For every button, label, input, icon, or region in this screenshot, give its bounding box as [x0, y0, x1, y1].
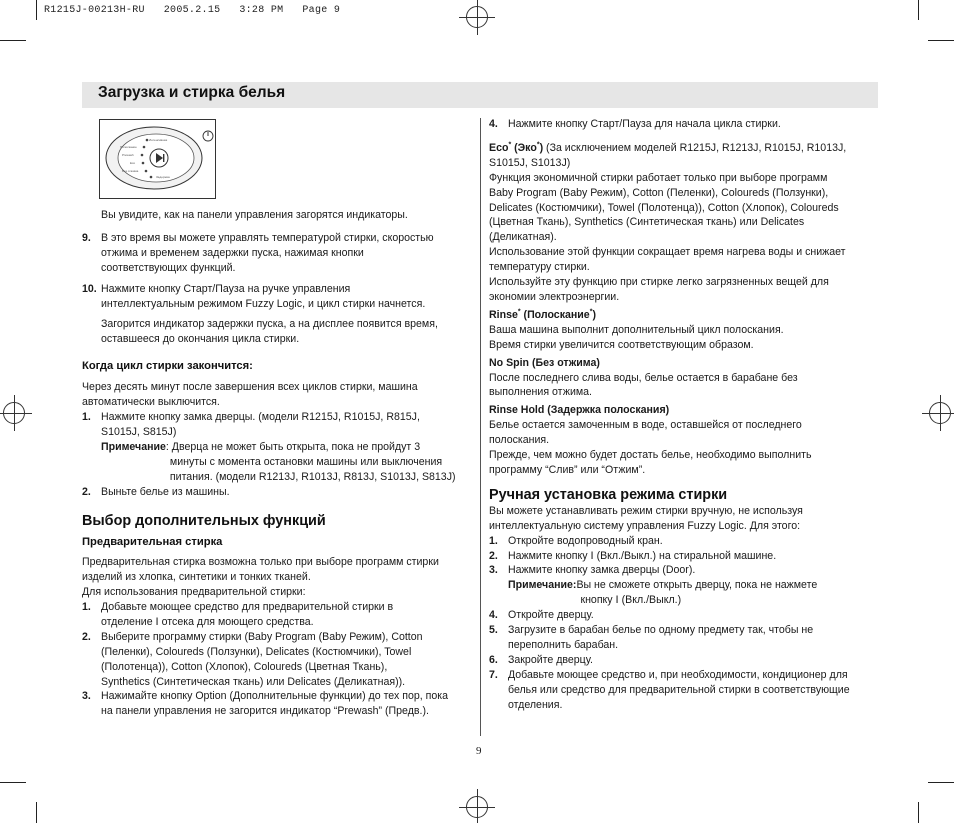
rinse-label: Rinse [489, 308, 518, 321]
step-text: Выньте белье из машины. [101, 485, 230, 498]
panel-label-5: Задержка [156, 175, 170, 179]
eco-label-close: ) [539, 141, 547, 154]
line: переполнить барабан. [508, 639, 619, 651]
panel-label-1: Полоскание [120, 145, 137, 149]
line: Используйте эту функцию при стирке легко загрязненных вещей для [489, 276, 829, 289]
prewash-step-3 [82, 689, 472, 719]
line: температуру стирки. [489, 261, 590, 274]
eco-label: Eco [489, 141, 509, 154]
eco-sup-2: * [536, 141, 540, 149]
rinsehold-title: Rinse Hold (Задержка полоскания) [489, 404, 670, 417]
step-number: 9. [82, 231, 91, 244]
prewash-text [82, 555, 472, 600]
cycle-end-text [82, 380, 472, 410]
manual-step-4 [489, 608, 879, 623]
eco-models: (За исключением моделей R1215J, R1213J, R1015J, R1013J, [546, 141, 847, 154]
prewash-step-1 [82, 600, 472, 630]
eco-models-2: S1015J, S1013J) [489, 156, 571, 169]
line: Функция экономичной стирки работает только при выборе программ [489, 171, 828, 184]
cycle-end-heading: Когда цикл стирки закончится: [82, 360, 253, 373]
step-number: 1. [489, 534, 498, 547]
step-text [101, 630, 472, 690]
panel-label-3: Eco [130, 161, 136, 165]
line: Для использования предварительной стирки: [82, 586, 306, 599]
step-number: 1. [82, 410, 91, 423]
step-text: Откройте водопроводный кран. [508, 534, 663, 547]
step-text [101, 282, 472, 312]
step-text: Нажмите кнопку Старт/Пауза для начала цикла стирки. [508, 118, 781, 130]
step-text [101, 410, 472, 440]
step-10-extra [82, 317, 472, 347]
line: полоскания. [489, 434, 550, 447]
line: Загорится индикатор задержки пуска, а на дисплее появится время, [101, 318, 438, 331]
line: Белье остается замоченным в воде, оставшейся от последнего [489, 419, 802, 432]
step-number: 2. [82, 630, 91, 643]
line: оставшееся до окончания цикла стирки. [101, 333, 300, 346]
registration-mark-left [3, 402, 25, 424]
line: соответствующих функций. [101, 261, 236, 274]
crop-mark-top-left-h [0, 40, 26, 41]
step-10 [82, 282, 472, 312]
line: Нажимайте кнопку Option (Дополнительные функции) до тех пор, пока [101, 690, 448, 703]
right-column [489, 117, 879, 713]
step-number: 3. [489, 564, 498, 577]
line: выполнения отжима. [489, 386, 592, 399]
panel-label-4: Без отжима [122, 169, 139, 173]
note-label: Примечание [101, 440, 166, 453]
cycle-step-2 [82, 485, 472, 500]
options-heading: Выбор дополнительных функций [82, 513, 326, 530]
cycle-step-1 [82, 410, 472, 440]
note-text [576, 578, 879, 608]
line: Delicates (Костюмчики), Towel (Полотенца)), Cotton (Хлопок), Coloureds [489, 201, 839, 214]
left-column [82, 208, 472, 719]
manual-note [489, 578, 879, 608]
manual-text [489, 504, 879, 534]
step-text [508, 623, 879, 653]
step-text: Откройте дверцу. [508, 609, 594, 622]
rinse-sup-2: * [589, 308, 593, 316]
manual-step-3 [489, 563, 879, 578]
step-number: 6. [489, 653, 498, 666]
crop-mark-top-right [918, 0, 919, 20]
manual-step-5 [489, 623, 879, 653]
rinse-label-close: ) [592, 308, 596, 321]
step-text: Нажмите кнопку замка дверцы (Door). [508, 564, 696, 577]
crop-mark-bottom-right-h [928, 782, 954, 783]
rinse-title [489, 308, 879, 323]
prewash-heading: Предварительная стирка [82, 536, 223, 549]
registration-mark-right [929, 402, 951, 424]
manual-step-6 [489, 653, 879, 668]
line: Через десять минут после завершения всех циклов стирки, машина [82, 381, 418, 394]
line: кнопку Ⅰ (Вкл./Выкл.) [580, 594, 682, 607]
rinsehold-body [489, 418, 879, 478]
line: Нажмите кнопку Старт/Пауза на ручке управления [101, 282, 351, 295]
manual-step-2 [489, 549, 879, 564]
step-number: 5. [489, 624, 498, 637]
column-divider [480, 118, 481, 736]
crop-mark-top-right-h [928, 40, 954, 41]
line: Предварительная стирка возможна только при выборе программ стирки [82, 556, 439, 569]
line: питания. (модели R1213J, R1013J, R813J, S1013J, S813J) [169, 470, 456, 483]
line: (Деликатная). [489, 231, 557, 244]
line: отделение Ⅰ отсека для моющего средства. [101, 615, 314, 628]
prewash-step-2 [82, 630, 472, 690]
line: Время стирки увеличится соответствующим образом. [489, 338, 754, 351]
step-number: 2. [489, 549, 498, 562]
step-number: 3. [82, 690, 91, 703]
line: отделения. [508, 698, 563, 711]
line: Вы можете устанавливать режим стирки вручную, не используя [489, 504, 803, 517]
line: на панели управления не загорится индикатор “Prewash” (Предв.). [101, 705, 429, 718]
control-panel-illustration [99, 119, 216, 199]
manual-step-7 [489, 668, 879, 713]
crop-mark-top-left [36, 0, 37, 20]
crop-mark-bottom-left-h [0, 782, 26, 783]
nospin-title: No Spin (Без отжима) [489, 356, 600, 369]
eco-label-ru: (Эко [511, 141, 537, 154]
line: Ваша машина выполнит дополнительный цикл полоскания. [489, 323, 784, 336]
eco-title [489, 141, 879, 171]
panel-label-0: Интенсивная [149, 138, 168, 142]
step-number: 4. [489, 609, 498, 622]
line: экономии электроэнергии. [489, 290, 620, 303]
crop-mark-bottom-right [918, 802, 919, 823]
line: (Пеленки), Coloureds (Ползунки), Delicates (Костюмчики), Towel [101, 645, 412, 658]
step-number: 7. [489, 668, 498, 681]
crop-mark-bottom-left [36, 802, 37, 823]
note-label: Примечание: [508, 579, 577, 592]
line: Baby Program (Baby Режим), Cotton (Пеленки), Coloureds (Ползунки), [489, 186, 829, 199]
line: минуты с момента остановки машины или выключения [169, 455, 443, 468]
line: Нажмите кнопку замка дверцы. (модели R1215J, R1015J, R815J, [101, 410, 420, 423]
rinse-sup: * [517, 308, 521, 316]
page-title: Загрузка и стирка белья [98, 84, 286, 101]
line: После последнего слива воды, белье остается в барабане без [489, 371, 798, 384]
line: автоматически выключится. [82, 396, 220, 409]
print-slug: R1215J-00213H-RU 2005.2.15 3:28 PM Page 9 [44, 5, 341, 16]
step-4 [489, 117, 879, 132]
line: Загрузите в барабан белье по одному предмету так, чтобы не [508, 624, 814, 637]
step-text [508, 668, 879, 713]
line: изделий из хлопка, синтетики и тонких тканей. [82, 571, 311, 584]
line: интеллектуальным режимом Fuzzy Logic, и цикл стирки начнется. [101, 297, 426, 310]
manual-step-1 [489, 534, 879, 549]
control-panel-drawing [100, 120, 215, 198]
step-text [101, 231, 472, 276]
line: Прежде, чем можно будет достать белье, необходимо выполнить [489, 449, 812, 462]
line: Выберите программу стирки (Baby Program (Baby Режим), Cotton [101, 630, 423, 643]
step-number: 1. [82, 601, 91, 614]
line: программу “Слив” или “Отжим”. [489, 463, 646, 476]
step-number: 2. [82, 485, 91, 498]
line: отжима и временем задержки пуска, нажимая кнопки [101, 246, 364, 259]
step-number: 10. [82, 282, 97, 295]
line: интеллектуальную систему управления Fuzzy Logic. Для этого: [489, 519, 801, 532]
eco-body [489, 171, 879, 305]
line: Добавьте моющее средство и, при необходимости, кондиционер для [508, 668, 848, 681]
line: S1015J, S815J) [101, 425, 177, 438]
line: : Дверца не может быть открыта, пока не пройдут 3 [165, 440, 421, 453]
page-number: 9 [476, 745, 482, 757]
registration-mark-top [466, 6, 488, 28]
line: Использование этой функции сокращает время нагрева воды и снижает [489, 246, 846, 259]
line: (Полотенца)), Cotton (Хлопок), Coloureds (Цветная Ткань), [101, 660, 388, 673]
line: Synthetics (Синтетическая ткань) или Delicates (Деликатная)). [101, 675, 406, 688]
step-text [101, 600, 472, 630]
registration-mark-bottom [466, 796, 488, 818]
manual-heading: Ручная установка режима стирки [489, 486, 728, 503]
step-text: Нажмите кнопку Ⅰ (Вкл./Выкл.) на стиральной машине. [508, 549, 777, 562]
rinse-label-ru: (Полоскание [520, 308, 590, 321]
cycle-note [82, 440, 472, 485]
rinse-body [489, 323, 879, 353]
line: В это время вы можете управлять температурой стирки, скоростью [101, 231, 434, 244]
step-text: Закройте дверцу. [508, 653, 593, 666]
line: Добавьте моющее средство для предварительной стирки в [101, 601, 394, 614]
nospin-body [489, 371, 879, 401]
line: (Цветная Ткань), Synthetics (Синтетическая ткань) или Delicates [489, 216, 805, 229]
indicators-intro: Вы увидите, как на панели управления загорятся индикаторы. [101, 209, 408, 221]
eco-sup: * [508, 141, 512, 149]
step-number: 4. [489, 118, 498, 130]
step-text [101, 689, 472, 719]
line: белья или средство для предварительной стирки в соответствующие [508, 683, 850, 696]
panel-label-2: Prewash [122, 153, 134, 157]
line: Вы не сможете открыть дверцу, пока не нажмете [576, 579, 818, 592]
note-text [166, 440, 472, 485]
step-9 [82, 231, 472, 276]
